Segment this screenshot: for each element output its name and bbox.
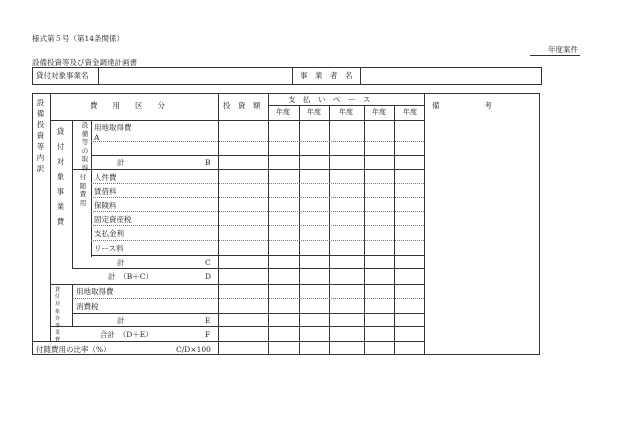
fiscal-year-label: 年度案件 [548,45,578,54]
ratio-formula: C/D×100 [176,345,211,354]
row-line-pace-sub [268,105,424,106]
row-interest: 支払金利 [94,229,124,238]
row-asset-tax: 固定資産税 [94,215,132,224]
row-line-d-bottom [50,284,424,285]
col-line-y3 [329,105,330,355]
notes-header: 備 考 [432,101,492,110]
row-line-insurance [91,211,424,212]
fiscal-year-underline [530,55,580,56]
year-header-1: 年度 [276,108,290,116]
row-subtotal-e: 計 [117,316,125,325]
row-line-header [50,120,424,121]
investment-table [32,93,540,355]
col-line-notes [424,93,425,355]
form-number: 様式第５号（第14条関係） [32,34,125,43]
row-consumption-tax: 消費税 [76,302,99,311]
row-line-c-bottom [72,268,424,269]
group-label-non-target: 貸付対象外事業費 [54,287,60,344]
row-lease: リース料 [94,244,124,253]
mark-d: D [205,272,212,281]
col-line-subgroup-b [72,284,73,326]
row-incidental-ratio: 付随費用の比率（%） [36,345,111,354]
mark-e: E [205,316,211,325]
col-line-side [50,93,51,341]
document-title: 設備投資等及び資金調達計画書 [32,58,137,67]
row-labor: 人件費 [94,173,117,182]
loan-project-label: 貸付対象事業名 [36,71,89,80]
category-header: 費 用 区 分 [90,101,165,110]
col-line-y4 [364,105,365,355]
col-line-group [72,120,73,268]
info-divider-2 [292,67,293,84]
year-header-2: 年度 [307,108,321,116]
row-grand-total: 合計 （D＋E） [100,330,153,339]
row-rent: 賃借料 [94,187,117,196]
col-line-pace [268,93,269,355]
row-subtotal-c: 計 [117,258,125,267]
col-line-investment [218,93,219,355]
row-line-e-bottom [50,326,424,327]
year-header-5: 年度 [403,108,417,116]
investment-header: 投 資 額 [223,101,261,110]
row-line-b-top [91,155,424,156]
row-line-interest [91,240,424,241]
side-label-investment-breakdown: 設備投資等内訳 [36,98,45,173]
mark-f: F [205,330,211,339]
mark-a: A [94,133,100,142]
year-header-4: 年度 [372,108,386,116]
row-line-a [91,141,424,142]
row-line-c-top [91,255,424,256]
group-label-loan-target: 貸付対象事業費 [56,127,65,226]
row-insurance: 保険料 [94,201,117,210]
operator-label: 事 業 者 名 [300,71,353,80]
row-line-rent [91,197,424,198]
row-land-acquisition-2: 用地取得費 [76,287,114,296]
subgroup-label-facility: 設備等の取得 [81,121,89,172]
row-subtotal-b: 計 [117,158,125,167]
loan-project-value[interactable] [100,68,290,83]
row-subtotal-bc: 計 （B＋C） [108,272,153,281]
row-line-labor [91,183,424,184]
info-divider-3 [360,67,361,84]
row-line-e-top [72,313,424,314]
subgroup-label-incidental: 付随費用 [79,173,87,207]
row-land-acquisition: 用地取得費 [94,123,132,132]
info-divider-1 [98,67,99,84]
col-line-y2 [299,105,300,355]
row-line-land2 [72,298,424,299]
row-line-b-bottom [72,169,424,170]
year-header-3: 年度 [339,108,353,116]
mark-b: B [205,158,211,167]
col-line-y5 [394,105,395,355]
payment-pace-header: 支 払 い ペ ー ス [288,95,371,104]
row-line-asset-tax [91,225,424,226]
operator-value[interactable] [362,68,538,83]
row-line-f-bottom [32,341,424,342]
mark-c: C [205,258,211,267]
